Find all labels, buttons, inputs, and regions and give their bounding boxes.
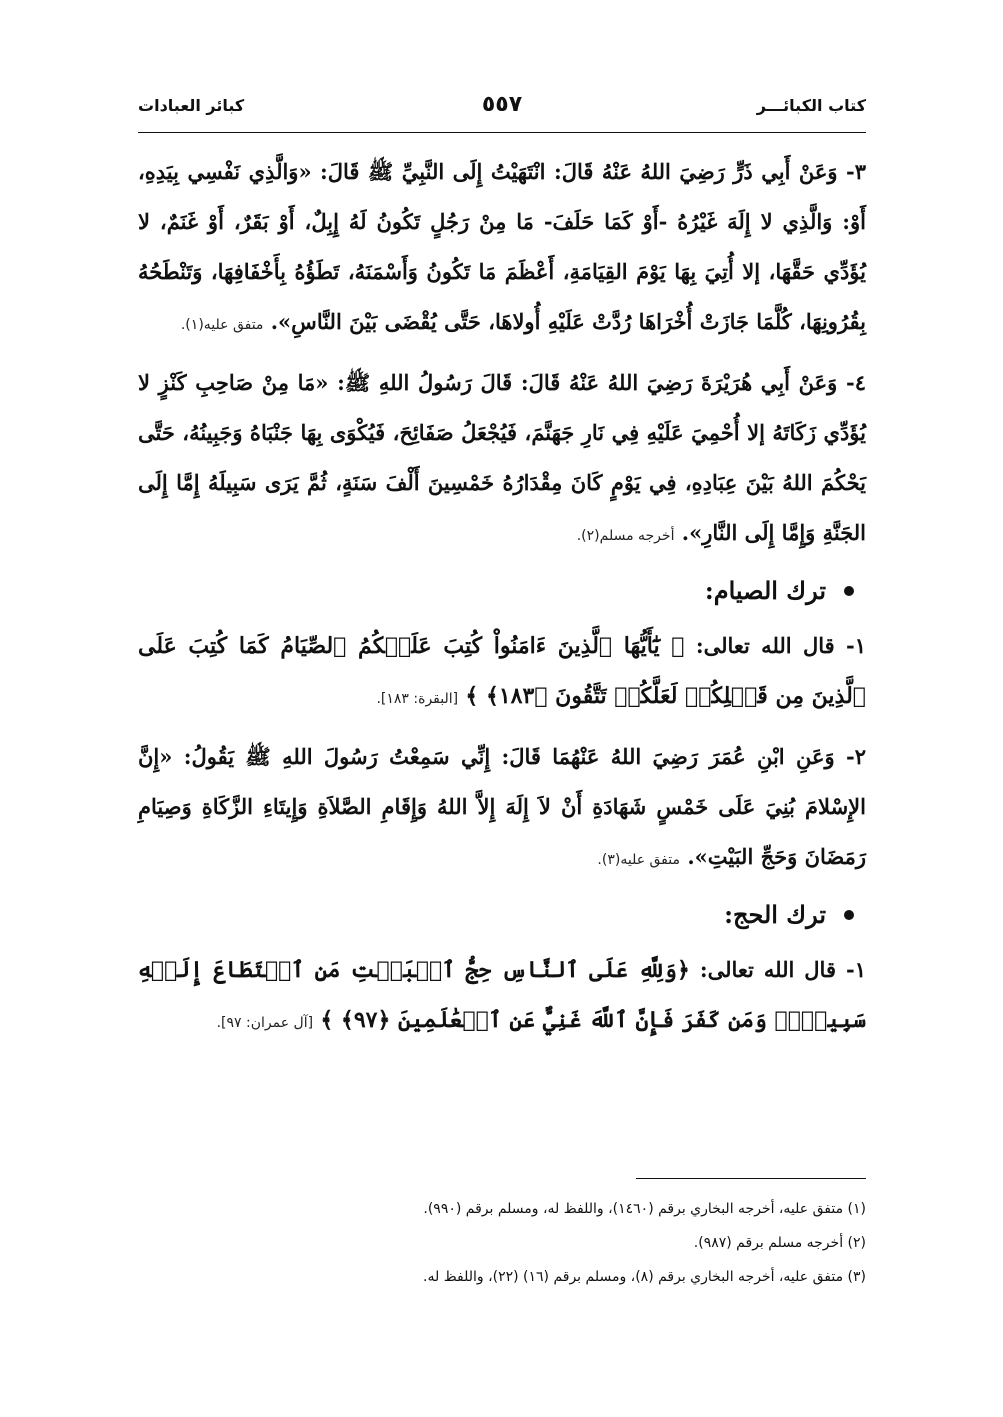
footnote-divider [636, 1178, 866, 1179]
page-body [138, 147, 866, 1048]
fasting-verse [138, 621, 866, 724]
fasting-hadith-ref: متفق عليه(٣). [597, 852, 680, 868]
hajj-verse-ref: [آل عمران: ٩٧]. [216, 1015, 314, 1031]
hadith-4-text: ٤- وَعَنْ أَبِي هُرَيْرَةَ رَضِيَ اللهُ عَنْهُ قَالَ: قَالَ رَسُولُ اللهِ ﷺ: «مَا مِنْ صَاحِبِ كَنْزٍ لا يُؤَدِّي زَكَاتَهُ إلا أُحْمِيَ عَلَيْهِ فِي نَارِ جَهَنَّمَ، فَيُجْعَلُ صَفَائِحَ، فَيُكْوَى بِهَا جَنْبَاهُ وَجَبِينُهُ، حَتَّى يَحْكُمَ اللهُ بَيْنَ عِبَادِهِ، فِي يَوْمٍ كَانَ مِقْدَارُهُ خَمْسِينَ أَلْفَ سَنَةٍ، ثُمَّ يَرَى سَبِيلَهُ إِمَّا إِلَى الجَنَّةِ وَإِمَّا إِلَى النَّارِ». [138, 370, 866, 545]
running-header [138, 92, 866, 133]
hajj-verse-quran: ﴿وَلِلَّهِ عَلَى ٱلنَّاسِ حِجُّ ٱلۡبَيۡتِ مَنِ ٱسۡتَطَاعَ إِلَيۡهِ سَبِيلٗاۚ وَمَن كَفَرَ فَإِنَّ ٱللَّهَ غَنِيٌّ عَنِ ٱلۡعَٰلَمِينَ ﴿٩٧﴾ ﴾ [138, 957, 866, 1033]
fasting-verse-quran: ﴿ يَٰٓأَيُّهَا ٱلَّذِينَ ءَامَنُواْ كُتِبَ عَلَيۡكُمُ ٱلصِّيَامُ كَمَا كُتِبَ عَلَى ٱلَّذِينَ مِن قَبۡلِكُمۡ لَعَلَّكُمۡ تَتَّقُونَ ﴿١٨٣﴾ ﴾ [138, 633, 866, 709]
book-page [138, 92, 866, 1342]
section-heading-hajj [138, 893, 866, 937]
page-number: ٥٥٧ [481, 92, 523, 117]
bullet-icon [844, 586, 854, 596]
hajj-verse [138, 945, 866, 1048]
hadith-3 [138, 147, 866, 350]
chapter-title: كبائر العبادات [138, 96, 245, 115]
section-heading-fasting [138, 569, 866, 613]
hadith-3-text: ٣- وَعَنْ أَبِي ذَرٍّ رَضِيَ اللهُ عَنْهُ قَالَ: انْتَهَيْتُ إِلَى النَّبِيِّ ﷺ قَالَ: «وَالَّذِي نَفْسِي بِيَدِهِ، أَوْ: وَالَّذِي لا إِلَهَ غَيْرُهُ -أَوْ كَمَا حَلَفَ- مَا مِنْ رَجُلٍ تَكُونُ لَهُ إِبِلٌ، أَوْ بَقَرٌ، أَوْ غَنَمٌ، لا يُؤَدِّي حَقَّهَا، إلا أُتِيَ بِهَا يَوْمَ القِيَامَةِ، أَعْظَمَ مَا تَكُونُ وَأَسْمَنَهُ، تَطَؤُهُ بِأَخْفَافِهَا، وَتَنْطَحُهُ بِقُرُونِهَا، كُلَّمَا جَازَتْ أُخْرَاهَا رُدَّتْ عَلَيْهِ أُولاهَا، حَتَّى يُقْضَى بَيْنَ النَّاسِ». [138, 159, 866, 334]
bullet-icon [844, 910, 854, 920]
hadith-4 [138, 358, 866, 561]
footnote-2: (٢) أخرجه مسلم برقم (٩٨٧). [693, 1235, 866, 1251]
footnotes [138, 1192, 866, 1294]
footnote-3: (٣) متفق عليه، أخرجه البخاري برقم (٨)، ومسلم برقم (١٦) (٢٢)، واللفظ له. [423, 1269, 866, 1285]
fasting-hadith [138, 732, 866, 885]
fasting-hadith-text: ٢- وَعَنِ ابْنِ عُمَرَ رَضِيَ اللهُ عَنْهُمَا قَالَ: إِنِّي سَمِعْتُ رَسُولَ اللهِ ﷺ يَقُولُ: «إِنَّ الإِسْلامَ بُنِيَ عَلَى خَمْسٍ شَهَادَةِ أَنْ لاَ إِلَهَ إِلاَّ اللهُ وَإِقَامِ الصَّلاَةِ وَإِيتَاءِ الزَّكَاةِ وَصِيَامِ رَمَضَانَ وَحَجِّ البَيْتِ». [138, 744, 866, 869]
fasting-verse-lead: ١- قال الله تعالى: [684, 633, 866, 658]
fasting-verse-ref: [البقرة: ١٨٣]. [376, 691, 459, 707]
section-title-hajj: ترك الحج: [724, 900, 826, 929]
section-title-fasting: ترك الصيام: [704, 576, 826, 605]
hajj-verse-lead: ١- قال الله تعالى: [689, 957, 866, 982]
footnote-1: (١) متفق عليه، أخرجه البخاري برقم (١٤٦٠)، واللفظ له، ومسلم برقم (٩٩٠). [423, 1201, 866, 1217]
hadith-4-ref: أخرجه مسلم(٢). [576, 528, 675, 544]
hadith-3-ref: متفق عليه(١). [180, 317, 264, 333]
book-title: كتاب الكبائـــر [756, 96, 866, 115]
